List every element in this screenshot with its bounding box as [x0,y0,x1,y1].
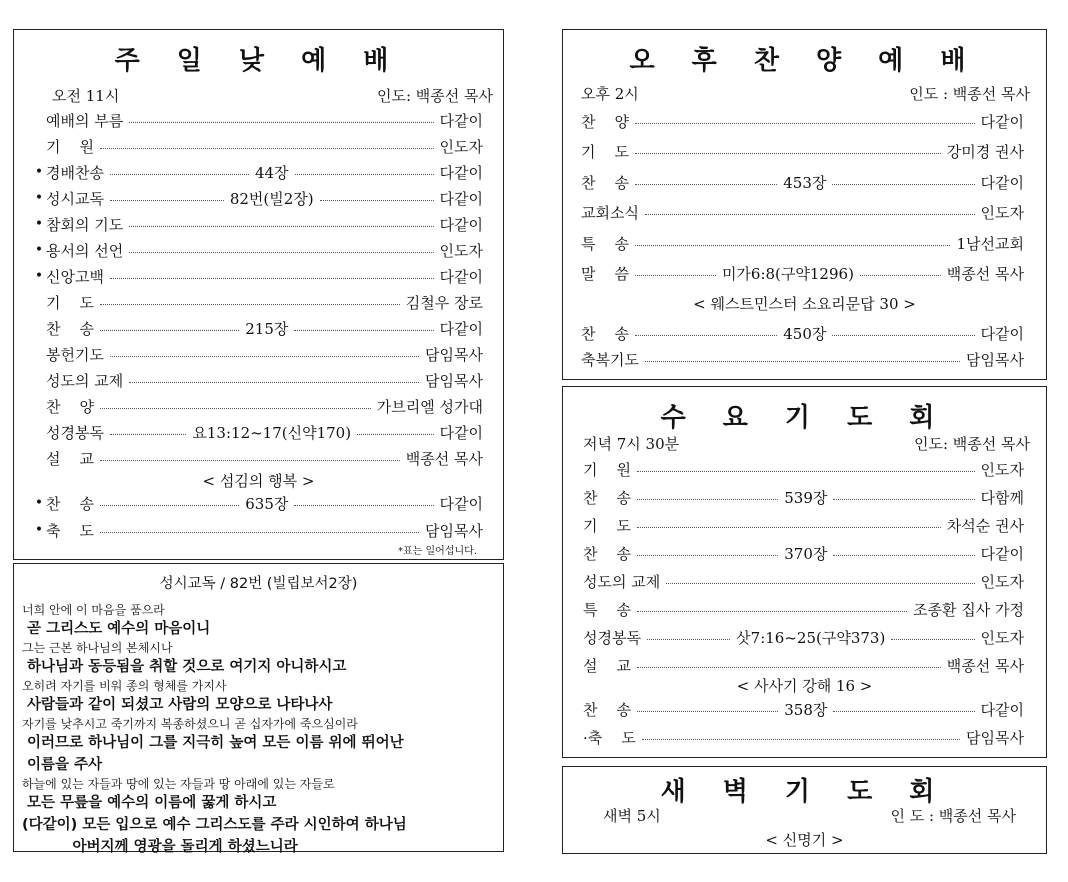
reading-leader-line: 그는 근본 하나님의 본체시나 [22,641,173,655]
order-label: 찬 송 [581,173,630,192]
dotted-leader [294,330,433,331]
order-row [581,107,1024,135]
order-label: 성경봉독 [583,628,641,647]
order-row [583,511,1024,539]
dotted-leader [635,184,777,185]
order-row [583,455,1024,483]
order-label: 경배찬송 [46,163,104,182]
dawn-prayer-title: 새 벽 기 도 회 [660,777,949,807]
dotted-leader [637,611,907,612]
dotted-leader [129,252,433,253]
order-detail: 370장 [784,544,828,563]
order-person: 담임목사 [425,371,483,390]
order-person: 인도자 [980,572,1024,591]
order-person: 인도자 [439,137,483,156]
order-person: 백종선 목사 [946,265,1025,283]
order-row [32,516,483,544]
responsive-reading-box [13,563,504,855]
order-person: 김철우 장로 [405,293,483,312]
order-label: 축복기도 [581,350,639,369]
order-label: 성도의 교제 [46,371,124,390]
dotted-leader [891,639,974,640]
standing-mark: • [34,164,44,180]
order-label: 특 송 [581,234,630,253]
order-label: 찬 송 [581,324,630,343]
order-row [32,236,483,264]
order-row [583,695,1024,723]
order-row [32,210,483,238]
order-row [581,199,1024,227]
reading-leader-line: 자기를 낮추시고 죽기까지 복종하셨으니 곧 십자가에 죽으심이라 [22,717,358,731]
reading-response-line: 하나님과 동등됨을 취할 것으로 여기지 아니하시고 [22,659,347,675]
order-person: 가브리엘 성가대 [376,397,483,416]
catechism-title: < 웨스트민스터 소요리문답 30 > [693,295,916,313]
order-row [581,229,1024,257]
order-label: 말 씀 [581,265,630,283]
reading-leader-line: 하늘에 있는 자들과 땅에 있는 자들과 땅 아래에 있는 자들로 [22,777,335,791]
dotted-leader [642,739,960,740]
reading-response-line: 이름을 주사 [22,757,103,773]
order-detail: 미가6:8(구약1296) [721,265,854,283]
standing-mark: • [34,216,44,232]
order-label: 찬 송 [583,488,632,507]
afternoon-service-box [562,29,1047,380]
standing-mark: • [34,495,44,511]
wednesday-sermon-title: < 사사기 강해 16 > [736,677,873,695]
dotted-leader [129,226,433,227]
afternoon-service-time: 오후 2시 [581,85,639,103]
sunday-service-time: 오전 11시 [52,87,120,105]
sunday-service-box [13,29,504,560]
reading-response-line: 사람들과 같이 되셨고 사람의 모양으로 나타나사 [22,697,333,713]
reading-response-line: 모든 무릎을 예수의 이름에 꿇게 하시고 [22,795,277,811]
order-label: ·축 도 [583,728,636,747]
dotted-leader [637,499,778,500]
order-label: 설 교 [46,449,95,468]
dotted-leader [110,434,186,435]
standing-note: *표는 일어섭니다. [398,546,477,557]
dotted-leader [833,499,974,500]
order-row [32,418,483,446]
dotted-leader [637,555,778,556]
dotted-leader [129,382,419,383]
dotted-leader [645,361,960,362]
order-detail: 539장 [784,488,828,507]
dotted-leader [637,667,941,668]
order-label: 찬 양 [46,397,95,416]
order-row [581,138,1024,166]
order-detail: 635장 [245,494,289,513]
dotted-leader [833,711,974,712]
reading-response-line: 이러므로 하나님이 그를 지극히 높여 모든 이름 위에 뛰어난 [22,735,404,751]
order-row [581,319,1024,347]
order-row [583,539,1024,567]
dawn-prayer-book: < 신명기 > [765,831,844,849]
order-label: 기 원 [46,137,95,156]
order-row [32,106,483,134]
dotted-leader [832,335,974,336]
afternoon-service-leader: 인도 : 백종선 목사 [909,85,1030,103]
order-person: 인도자 [439,241,483,260]
dotted-leader [860,275,941,276]
dotted-leader [647,639,730,640]
order-label: 성경봉독 [46,423,104,442]
order-row [32,158,483,186]
reading-response-line: (다같이) 모든 입으로 예수 그리스도를 주라 시인하여 하나님 [22,817,407,833]
order-label: 기 도 [46,293,95,312]
order-person: 다같이 [980,700,1025,719]
standing-mark: • [34,190,44,206]
dotted-leader [110,356,419,357]
order-person: 인도자 [980,460,1024,479]
dotted-leader [832,184,974,185]
order-label: 교회소식 [581,204,639,222]
reading-leader-line: 오히려 자기를 비워 종의 형체를 가지사 [22,679,227,693]
dotted-leader [294,505,433,506]
dotted-leader [100,505,239,506]
order-label: 설 교 [583,656,632,675]
order-person: 다같이 [980,544,1025,563]
order-detail: 82번(빌2장) [229,189,314,208]
dotted-leader [110,174,249,175]
order-detail: 450장 [783,324,827,343]
sunday-service-title: 주 일 낮 예 배 [114,46,403,76]
dotted-leader [637,527,941,528]
dotted-leader [110,200,224,201]
order-person: 다같이 [980,324,1025,343]
wednesday-prayer-time: 저녁 7시 30분 [583,435,680,453]
order-detail: 358장 [784,700,828,719]
order-label: 찬 송 [46,319,95,338]
order-row [32,132,483,160]
dotted-leader [635,275,716,276]
dotted-leader [100,148,433,149]
dotted-leader [635,123,974,124]
order-person: 백종선 목사 [946,656,1024,675]
order-row [32,262,483,290]
order-label: 신앙고백 [46,267,104,286]
dotted-leader [295,174,434,175]
order-row [32,314,483,342]
dawn-prayer-leader: 인 도 : 백종선 목사 [890,807,1016,825]
dotted-leader [320,200,434,201]
wednesday-prayer-box [562,386,1047,758]
dotted-leader [637,471,974,472]
wednesday-prayer-leader: 인도: 백종선 목사 [913,435,1030,453]
order-row [583,483,1024,511]
order-person: 1남선교회 [956,234,1024,253]
order-row [32,392,483,420]
order-row [32,340,483,368]
order-person: 담임목사 [966,350,1024,369]
reading-response-line: 아버지께 영광을 돌리게 하셨느니라 [22,839,298,855]
wednesday-prayer-title: 수 요 기 도 회 [660,403,949,433]
order-person: 다같이 [980,112,1024,131]
dawn-prayer-box [562,766,1047,854]
order-label: 기 도 [581,143,630,161]
order-label: 찬 송 [583,544,632,563]
dotted-leader [357,434,433,435]
order-row [32,366,483,394]
order-label: 찬 송 [583,700,632,719]
dotted-leader [100,532,419,533]
order-row [32,184,483,212]
dotted-leader [129,122,433,123]
order-row [581,260,1024,288]
order-row [581,168,1024,196]
sunday-service-leader: 인도: 백종선 목사 [376,87,493,105]
reading-response-line: 곧 그리스도 예수의 마음이니 [22,621,211,637]
order-person: 다같이 [439,494,484,513]
afternoon-service-title: 오 후 찬 양 예 배 [629,46,980,76]
responsive-reading-title: 성시교독 / 82번 (빌립보서2장) [159,576,358,592]
order-label: 성도의 교제 [583,572,661,591]
standing-mark: • [34,268,44,284]
order-label: 참회의 기도 [46,215,124,234]
order-row [581,345,1024,373]
dotted-leader [645,214,975,215]
order-person: 다같이 [439,423,483,442]
order-label: 찬 송 [46,494,95,513]
dotted-leader [110,278,434,279]
dotted-leader [635,335,777,336]
reading-leader-line: 너희 안에 이 마음을 품으라 [22,603,165,617]
order-person: 담임목사 [425,521,483,540]
order-person: 강미경 권사 [946,143,1024,161]
order-row [583,723,1024,751]
order-label: 기 원 [583,460,632,479]
order-person: 다같이 [439,267,483,286]
dotted-leader [637,711,778,712]
order-row [32,444,483,472]
order-row [583,623,1024,651]
dotted-leader [100,460,400,461]
order-label: 축 도 [46,521,95,540]
dotted-leader [666,583,974,584]
order-label: 기 도 [583,516,632,535]
dotted-leader [635,153,941,154]
order-detail: 요13:12~17(신약170) [192,423,352,442]
order-row [583,595,1024,623]
order-person: 담임목사 [966,728,1024,747]
order-label: 용서의 선언 [46,241,124,260]
order-detail: 453장 [783,173,827,192]
order-person: 담임목사 [425,345,483,364]
dawn-prayer-time: 새벽 5시 [603,807,661,825]
order-person: 인도자 [980,204,1024,222]
order-person: 다같이 [439,215,483,234]
dotted-leader [100,408,371,409]
order-person: 차석순 권사 [946,516,1024,535]
sunday-sermon-title: < 섬김의 행복 > [202,472,315,490]
standing-mark: • [34,242,44,258]
order-detail: 44장 [254,163,289,182]
dotted-leader [100,304,400,305]
order-person: 다같이 [980,173,1025,192]
order-detail: 215장 [245,319,289,338]
order-person: 다같이 [439,163,483,182]
order-person: 다함께 [980,488,1025,507]
order-label: 예배의 부름 [46,111,124,130]
order-row [32,288,483,316]
standing-mark: • [34,522,44,538]
order-person: 인도자 [980,628,1025,647]
order-row [583,567,1024,595]
order-row [32,489,483,517]
dotted-leader [833,555,974,556]
order-person: 다같이 [439,319,484,338]
order-person: 조종환 집사 가정 [913,600,1024,619]
order-label: 성시교독 [46,189,104,208]
order-person: 백종선 목사 [405,449,483,468]
order-label: 찬 양 [581,112,630,131]
order-person: 다같이 [439,189,484,208]
order-label: 봉헌기도 [46,345,104,364]
dotted-leader [635,245,950,246]
order-person: 다같이 [439,111,483,130]
dotted-leader [100,330,239,331]
order-label: 특 송 [583,600,632,619]
order-detail: 삿7:16~25(구약373) [736,628,886,647]
